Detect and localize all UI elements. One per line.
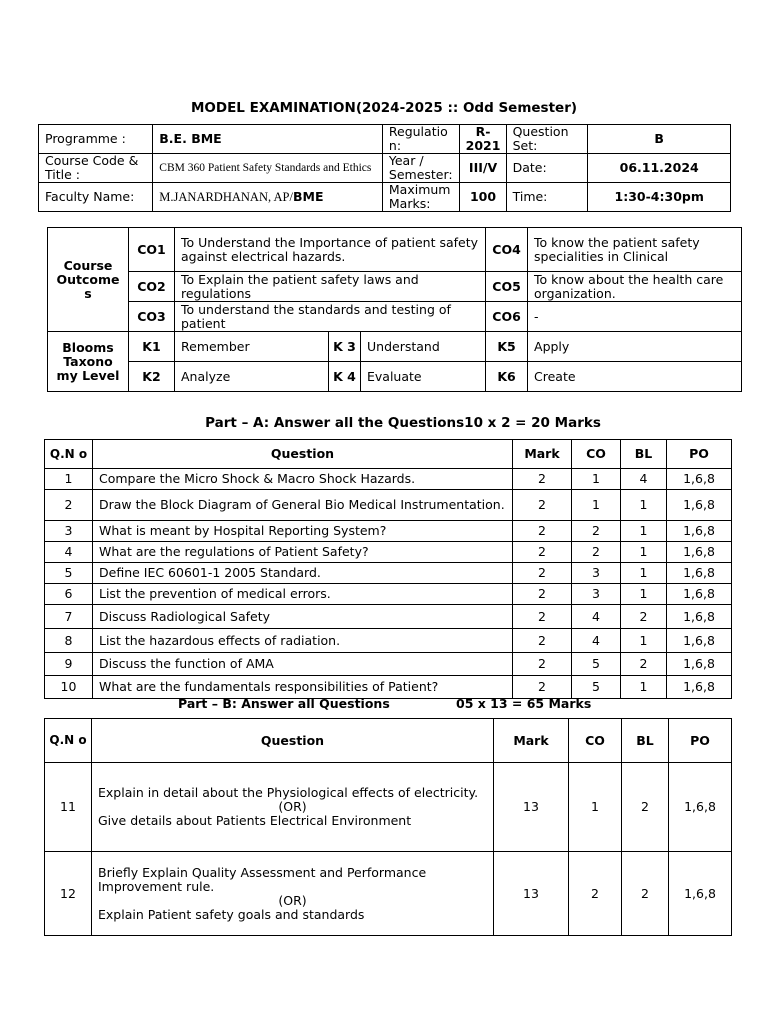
question-number: 1 [45,469,93,490]
question-number: 10 [45,676,93,699]
or-separator: (OR) [278,799,307,814]
part-a-header-question: Question [93,440,513,469]
marks-value: 100 [460,183,506,212]
question-co: 3 [572,584,621,605]
question-number: 5 [45,563,93,584]
question-mark: 2 [513,676,572,699]
question-text [92,852,494,936]
question-number: 6 [45,584,93,605]
table-row [45,653,732,676]
part-a-header-qno: Q.N o [45,440,93,469]
co6-code: CO6 [486,302,528,332]
question-co: 3 [572,563,621,584]
k2-code: K2 [129,362,175,392]
faculty-label: Faculty Name: [39,183,153,212]
question-po: 1,6,8 [667,469,732,490]
table-row [45,542,732,563]
question-po: 1,6,8 [667,490,732,521]
question-mark: 13 [494,763,569,852]
question-number: 12 [45,852,92,936]
course-outcomes-heading: Course Outcome s [48,228,129,332]
question-mark: 2 [513,542,572,563]
question-text: List the hazardous effects of radiation. [93,629,513,653]
part-a-header-po: PO [667,440,732,469]
table-row [45,605,732,629]
question-mark: 2 [513,563,572,584]
or-separator: (OR) [278,892,307,908]
question-bl: 2 [622,763,669,852]
k4-code: K 4 [329,362,361,392]
question-number: 8 [45,629,93,653]
course-outcomes-table [47,227,742,392]
question-option-b: Give details about Patients Electrical Environment [98,813,412,828]
co2-code: CO2 [129,272,175,302]
co5-text: To know about the health care organization. [528,272,742,302]
question-number: 3 [45,521,93,542]
k5-code: K5 [486,332,528,362]
question-po: 1,6,8 [667,584,732,605]
table-row [45,852,732,936]
faculty-value [153,183,383,212]
question-bl: 1 [621,584,667,605]
header-info-table [38,124,731,212]
question-option-a: Briefly Explain Quality Assessment and Performance Improvement rule. [98,864,427,894]
question-po: 1,6,8 [667,676,732,699]
question-bl: 1 [621,521,667,542]
table-row [45,469,732,490]
co3-text: To understand the standards and testing of patient [175,302,486,332]
part-a-table [44,439,732,699]
regulation-label: Regulatio n: [382,125,460,154]
question-number: 9 [45,653,93,676]
question-co: 2 [569,852,622,936]
question-number: 11 [45,763,92,852]
question-bl: 1 [621,629,667,653]
table-row [45,563,732,584]
question-option-a: Explain in detail about the Physiological effects of electricity. [98,785,479,800]
co2-text: To Explain the patient safety laws and regulations [175,272,486,302]
table-row [45,763,732,852]
question-number: 7 [45,605,93,629]
part-b-rows [45,763,732,936]
k6-text: Create [528,362,742,392]
co4-text: To know the patient safety specialities in Clinical [528,228,742,272]
blooms-heading: Blooms Taxono my Level [48,332,129,392]
faculty-dept: BME [292,189,324,204]
co1-code: CO1 [129,228,175,272]
k3-text: Understand [361,332,486,362]
k1-code: K1 [129,332,175,362]
part-a-header-bl: BL [621,440,667,469]
question-text: What are the fundamentals responsibilities of Patient? [93,676,513,699]
question-bl: 2 [621,653,667,676]
question-bl: 4 [621,469,667,490]
table-row [45,521,732,542]
question-text: Draw the Block Diagram of General Bio Medical Instrumentation. [93,490,513,521]
part-a-header-mark: Mark [513,440,572,469]
question-bl: 1 [621,563,667,584]
course-value: CBM 360 Patient Safety Standards and Ethics [153,154,383,183]
question-po: 1,6,8 [669,763,732,852]
question-bl: 1 [621,676,667,699]
date-label: Date: [506,154,588,183]
part-a-header-co: CO [572,440,621,469]
co5-code: CO5 [486,272,528,302]
part-b-table [44,718,732,936]
year-label: Year / Semester: [382,154,460,183]
k2-text: Analyze [175,362,329,392]
question-co: 2 [572,521,621,542]
programme-value: B.E. BME [153,125,383,154]
question-text: Discuss Radiological Safety [93,605,513,629]
question-mark: 2 [513,584,572,605]
k3-code: K 3 [329,332,361,362]
co1-text: To Understand the Importance of patient safety against electrical hazards. [175,228,486,272]
question-option-b: Explain Patient safety goals and standards [98,906,365,922]
question-bl: 2 [622,852,669,936]
part-a-rows [45,469,732,699]
co3-code: CO3 [129,302,175,332]
question-co: 5 [572,676,621,699]
time-label: Time: [506,183,588,212]
year-value: III/V [460,154,506,183]
question-text: List the prevention of medical errors. [93,584,513,605]
k5-text: Apply [528,332,742,362]
exam-title: MODEL EXAMINATION(2024-2025 :: Odd Semester) [190,100,578,116]
question-mark: 2 [513,521,572,542]
question-po: 1,6,8 [669,852,732,936]
table-row [45,629,732,653]
question-text: What are the regulations of Patient Safety? [93,542,513,563]
question-mark: 2 [513,605,572,629]
question-po: 1,6,8 [667,605,732,629]
time-value: 1:30-4:30pm [588,183,731,212]
question-bl: 1 [621,542,667,563]
part-b-marks: 05 x 13 = 65 Marks [456,696,592,711]
question-mark: 2 [513,629,572,653]
question-text [92,763,494,852]
question-co: 1 [572,469,621,490]
marks-label: Maximum Marks: [382,183,460,212]
question-text: Define IEC 60601-1 2005 Standard. [93,563,513,584]
question-po: 1,6,8 [667,653,732,676]
question-text: What is meant by Hospital Reporting System? [93,521,513,542]
course-label: Course Code & Title : [39,154,153,183]
table-row [45,584,732,605]
part-b-header-po: PO [669,719,732,763]
question-number: 4 [45,542,93,563]
co4-code: CO4 [486,228,528,272]
question-mark: 2 [513,653,572,676]
question-set-value: B [588,125,731,154]
question-po: 1,6,8 [667,521,732,542]
k6-code: K6 [486,362,528,392]
question-mark: 2 [513,469,572,490]
k1-text: Remember [175,332,329,362]
question-po: 1,6,8 [667,563,732,584]
part-b-header-question: Question [92,719,494,763]
question-text: Compare the Micro Shock & Macro Shock Hazards. [93,469,513,490]
question-co: 2 [572,542,621,563]
part-b-header-qno: Q.N o [45,719,92,763]
faculty-name: M.JANARDHANAN, AP/ [159,190,293,204]
k4-text: Evaluate [361,362,486,392]
programme-label: Programme : [39,125,153,154]
part-b-header-bl: BL [622,719,669,763]
question-co: 4 [572,605,621,629]
question-co: 1 [572,490,621,521]
co6-text: - [528,302,742,332]
question-text: Discuss the function of AMA [93,653,513,676]
question-co: 5 [572,653,621,676]
part-b-title: Part – B: Answer all Questions [178,696,390,711]
question-bl: 1 [621,490,667,521]
question-co: 4 [572,629,621,653]
question-po: 1,6,8 [667,542,732,563]
question-mark: 2 [513,490,572,521]
question-number: 2 [45,490,93,521]
part-b-header-mark: Mark [494,719,569,763]
table-row [45,490,732,521]
question-po: 1,6,8 [667,629,732,653]
question-co: 1 [569,763,622,852]
date-value: 06.11.2024 [588,154,731,183]
question-bl: 2 [621,605,667,629]
part-a-title: Part – A: Answer all the Questions10 x 2 = 20 Marks [205,415,601,431]
question-set-label: Question Set: [506,125,588,154]
regulation-value: R- 2021 [460,125,506,154]
part-b-header-co: CO [569,719,622,763]
question-mark: 13 [494,852,569,936]
